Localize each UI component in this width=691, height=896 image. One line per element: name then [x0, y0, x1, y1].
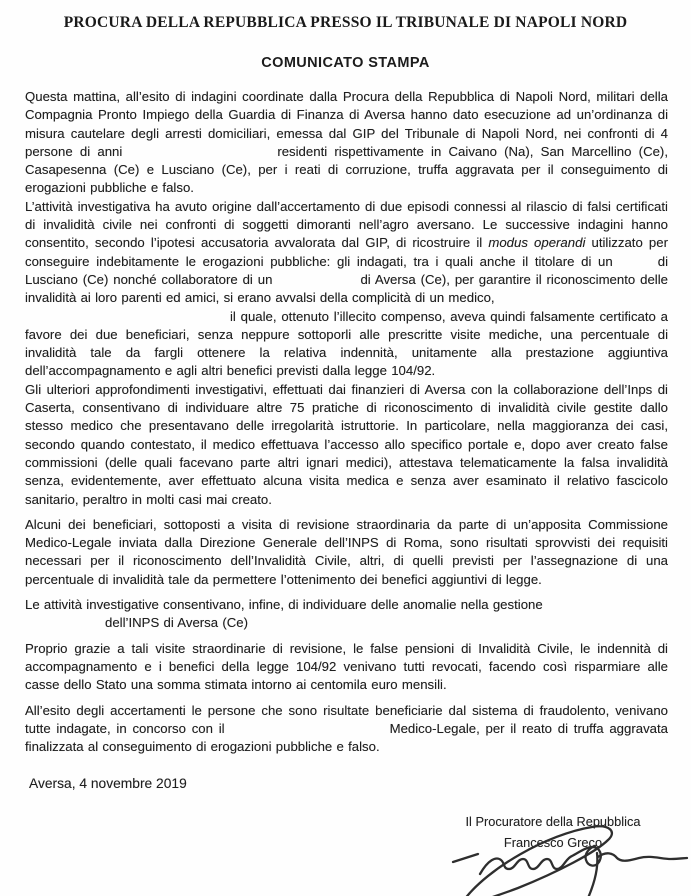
signature-role: Il Procuratore della Repubblica — [465, 814, 641, 829]
body-text-segment: dell’INPS di Aversa (Ce) — [105, 615, 249, 631]
body-text-segment: Le attività investigative consentivano, infine, di individuare delle anomalie nella gestione — [25, 597, 543, 613]
redacted-gap — [25, 320, 230, 321]
body-text-segment: utilizzato per conseguire indebitamente le erogazioni pubbliche: gli indagati, tra i quali anche il titolare di un — [25, 235, 668, 269]
redacted-gap — [272, 283, 360, 284]
redacted-gap — [613, 265, 658, 266]
body-text-segment: di Lusciano (Ce) nonché collaboratore di un — [25, 253, 668, 287]
signature-block — [446, 812, 660, 853]
paragraph-investigation-origin — [25, 198, 668, 381]
body-text-segment: il quale, ottenuto l’illecito compenso, aveva quindi falsamente certificato a favore dei due beneficiari, senza neppure sottoporli alle prescritte visite mediche, una percentuale di invalidità tale da fargli ottenere la relativa indennità, unitamente alla prestazione aggiuntiva dell’accompagnamento e agli altri benefici previsti dalla legge 104/92. — [25, 308, 668, 379]
paragraph-charges — [25, 702, 668, 757]
body-text-segment: di Aversa (Ce), per garantire il riconoscimento delle invalidità ai loro parenti ed amici, si erano avvalsi della complicità di un medico, — [25, 271, 668, 306]
italic-text: modus operandi — [488, 235, 586, 251]
body-text-segment: Proprio grazie a tali visite straordinarie di revisione, le false pensioni di Invalidità Civile, le indennità di accompagnamento e i benefici della legge 104/92 venivano tutti revocati, facendo così risparmiare alle casse dello Stato una somma stimata intorno ai centomila euro mensili. — [25, 640, 668, 693]
redacted-gap — [122, 155, 277, 156]
body-text-segment: Gli ulteriori approfondimenti investigativi, effettuati dai finanzieri di Aversa con la collaborazione dell’Inps di Caserta, consentivano di individuare altre 75 pratiche di riconoscimento di invalidità civile gestite dallo stesso medico che presentavano delle irregolarità istruttorie. In particolare, nella maggioranza dei casi, secondo quando contestato, il medico effettuava l’accesso allo specifico portale e, dopo aver creato false commissioni (delle quali facevano parte altri ignari medici), attestava telematicamente la falsa invalidità senza, evidentemente, aver effettuato alcuna visita medica e senza aver esaminato il relativo fascicolo sanitario, peraltro in molti casi mai creato. — [25, 381, 668, 507]
dateline: Aversa, 4 novembre 2019 — [29, 776, 187, 792]
paragraph-revocations — [25, 640, 668, 695]
body-text-segment: Alcuni dei beneficiari, sottoposti a visita di revisione straordinaria da parte di un’apposita Commissione Medico-Legale inviata dalla Direzione Generale dell’INPS di Roma, sono risultati sprovvisti dei requisiti necessari per il riconoscimento dell’Invalidità Civile, altri, di quelli previsti per l’assegnazione di una percentuale di invalidità tale da permettere l’ottenimento dei benefici aggiuntivi di legge. — [25, 516, 668, 587]
body-text-segment: Medico-Legale, per il reato di truffa aggravata finalizzata al conseguimento di erogazioni pubbliche e falso. — [25, 720, 668, 755]
document-body — [25, 88, 668, 756]
body-text-segment: Questa mattina, all’esito di indagini coordinate dalla Procura della Repubblica di Napoli Nord, militari della Compagnia Pronto Impiego della Guardia di Finanza di Aversa hanno dato esecuzione ad un’ordinanza di misura cautelare degli arresti domiciliari, emessa dal GIP del Tribunale di Napoli Nord, nei confronti di 4 persone di anni — [25, 89, 668, 159]
paragraph-revision-visits — [25, 516, 668, 589]
body-text-segment: L’attività investigativa ha avuto origine dall’accertamento di due episodi connessi al rilascio di falsi certificati di invalidità civile nei confronti di soggetti dimoranti nell’agro aversano. Le successive indagini hanno consentito, secondo l’ipotesi accusatoria avvalorata dal GIP, di ricostruire il — [25, 198, 668, 251]
paragraph-further-findings — [25, 381, 668, 509]
paragraph-intro — [25, 88, 668, 198]
signature-name: Francesco Greco — [503, 834, 603, 850]
paragraph-inps-anomalies — [25, 596, 668, 633]
redacted-gap — [25, 626, 105, 627]
press-release-heading: COMUNICATO STAMPA — [261, 55, 430, 71]
body-text-segment: residenti rispettivamente in Caivano (Na), San Marcellino (Ce), Casapesenna (Ce) e Lusciano (Ce), per i reati di corruzione, truffa aggravata per il conseguimento di erogazioni pubbliche e falso. — [25, 143, 668, 196]
body-text-segment: All’esito degli accertamenti le persone che sono risultate beneficiarie dal sistema di fraudolento, venivano tutte indagate, in concorso con il — [25, 702, 668, 736]
redacted-gap — [225, 732, 390, 733]
document-title: PROCURA DELLA REPUBBLICA PRESSO IL TRIBUNALE DI NAPOLI NORD — [63, 14, 628, 31]
